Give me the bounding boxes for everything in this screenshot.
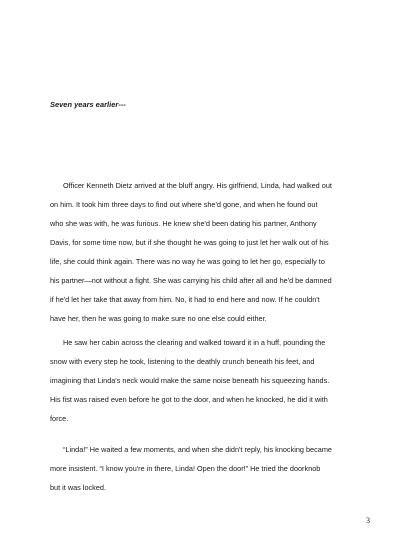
text-line: on him. It took him three days to find out where she'd gone, and when he found out xyxy=(50,200,318,209)
text-line: imagining that Linda's neck would make the same noise beneath his squeezing hands. xyxy=(50,376,330,385)
paragraph-3 xyxy=(50,440,380,497)
text-line: snow with every step he took, listening to the deathly crunch beneath his feet, and xyxy=(50,357,315,366)
text-line: “Linda!” He waited a few moments, and when she didn't reply, his knocking became xyxy=(63,445,332,454)
text-line: his partner—not without a fight. She was carrying his child after all and he'd be damned xyxy=(50,276,332,285)
text-line: force. xyxy=(50,414,69,423)
paragraph-2 xyxy=(50,333,380,428)
section-heading: Seven years earlier--- xyxy=(50,100,126,109)
text-line: He saw her cabin across the clearing and walked toward it in a huff, pounding the xyxy=(63,338,326,347)
text-line: Officer Kenneth Dietz arrived at the bluff angry. His girlfriend, Linda, had walked out xyxy=(63,181,332,190)
text-line: Davis, for some time now, but if she thought he was going to just let her walk out of his xyxy=(50,238,329,247)
text-line: have her, then he was going to make sure no one else could either. xyxy=(50,314,267,323)
text-line: life, she could think again. There was no way he was going to let her go, especially to xyxy=(50,257,325,266)
text-line: His fist was raised even before he got to the door, and when he knocked, he did it with xyxy=(50,395,328,404)
text-line: who she was with, he was furious. He knew she'd been dating his partner, Anthony xyxy=(50,219,317,228)
text-line: more insistent. “I know you're in there, Linda! Open the door!” He tried the doorknob xyxy=(50,464,321,473)
text-line: but it was locked. xyxy=(50,483,106,492)
paragraph-1 xyxy=(50,176,380,328)
text-line: if he'd let her take that away from him. No, it had to end here and now. If he couldn't xyxy=(50,295,320,304)
page-number: 3 xyxy=(366,516,370,525)
